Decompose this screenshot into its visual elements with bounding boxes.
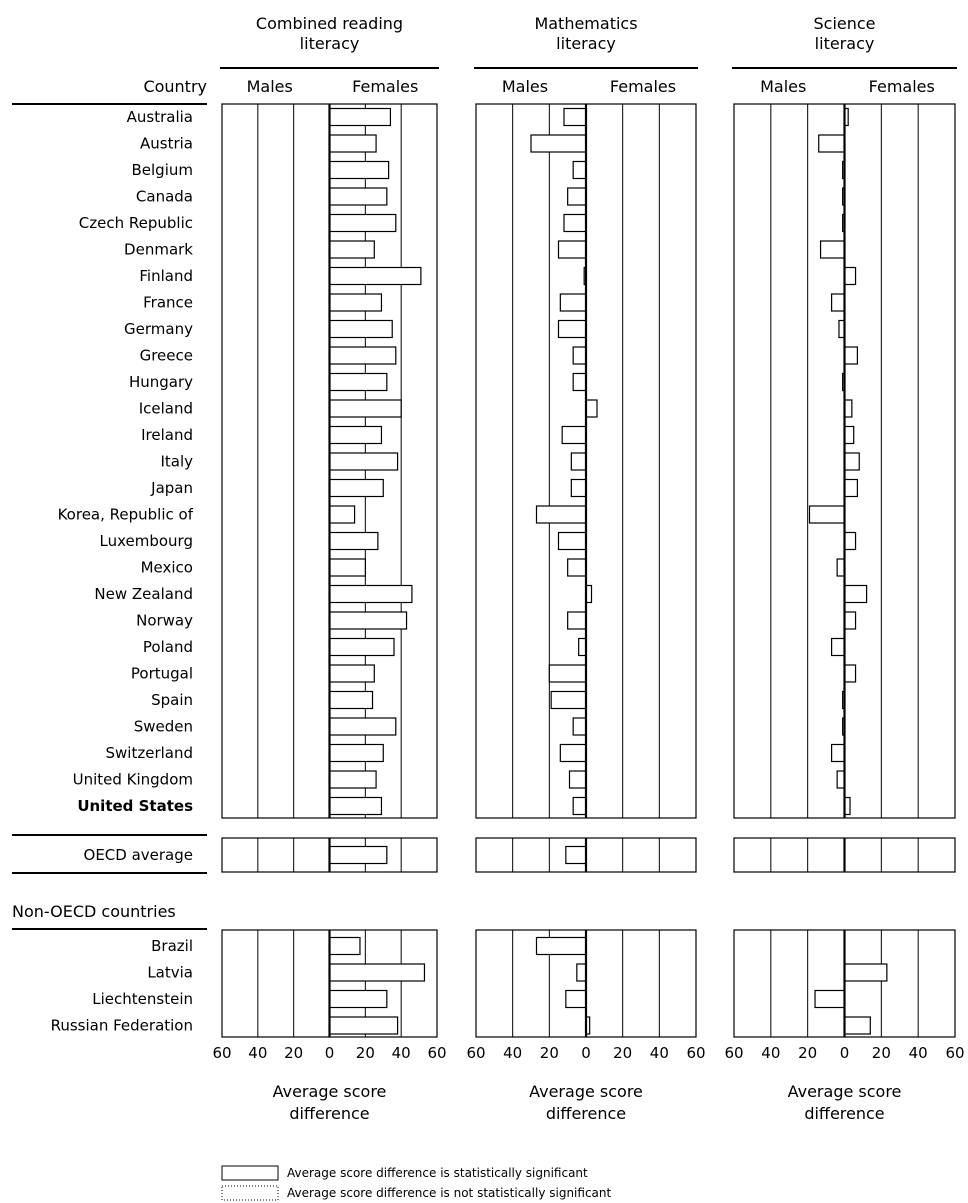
legend-label: Average score difference is statistically significant xyxy=(287,1166,588,1180)
bar xyxy=(559,533,587,550)
x-tick-label: 40 xyxy=(761,1044,781,1062)
bar xyxy=(821,241,845,258)
bar xyxy=(330,427,382,444)
x-axis-label-line: Average score xyxy=(529,1082,643,1101)
bar xyxy=(330,964,425,981)
bar xyxy=(330,586,412,603)
bar xyxy=(845,480,858,497)
bar xyxy=(564,215,586,232)
x-tick-label: 0 xyxy=(581,1044,591,1062)
country-label: Liechtenstein xyxy=(92,990,193,1008)
legend-swatch xyxy=(222,1186,278,1200)
x-tick-label: 60 xyxy=(212,1044,232,1062)
legend-label: Average score difference is not statistically significant xyxy=(287,1186,612,1200)
country-label: United States xyxy=(77,797,193,815)
country-label: Hungary xyxy=(128,373,193,391)
bar xyxy=(330,559,366,576)
country-label: Australia xyxy=(126,108,193,126)
bar xyxy=(537,938,587,955)
x-tick-label: 20 xyxy=(355,1044,375,1062)
x-tick-label: 60 xyxy=(724,1044,744,1062)
bar xyxy=(330,294,382,311)
panel-title-line: Combined reading xyxy=(255,14,404,33)
country-label: Norway xyxy=(136,611,193,630)
bar xyxy=(330,612,407,629)
x-tick-label: 60 xyxy=(945,1044,965,1062)
bar xyxy=(810,506,845,523)
group-heading: Non-OECD countries xyxy=(12,902,176,921)
x-axis-label-line: Average score xyxy=(787,1082,902,1101)
x-tick-label: 40 xyxy=(503,1044,523,1062)
bar xyxy=(330,321,393,338)
bar xyxy=(837,771,844,788)
country-label: Greece xyxy=(139,346,193,365)
x-tick-label: 40 xyxy=(908,1044,928,1062)
bar xyxy=(845,1017,871,1034)
x-tick-label: 40 xyxy=(391,1044,411,1062)
bar xyxy=(571,453,586,470)
bar xyxy=(832,639,845,656)
country-label: Russian Federation xyxy=(50,1016,193,1035)
x-tick-label: 60 xyxy=(466,1044,486,1062)
panel-title-line: literacy xyxy=(814,34,875,53)
bar xyxy=(330,347,396,364)
bar xyxy=(845,453,860,470)
bar xyxy=(845,400,852,417)
x-tick-label: 40 xyxy=(248,1044,268,1062)
bar xyxy=(330,241,375,258)
country-label: Finland xyxy=(139,267,193,285)
bar xyxy=(560,745,586,762)
x-tick-label: 60 xyxy=(686,1044,706,1062)
x-tick-label: 20 xyxy=(613,1044,633,1062)
bar xyxy=(845,347,858,364)
bar xyxy=(330,268,421,285)
country-label: OECD average xyxy=(83,846,193,864)
bar xyxy=(559,241,587,258)
x-tick-label: 60 xyxy=(427,1044,447,1062)
bar xyxy=(815,991,844,1008)
x-tick-label: 20 xyxy=(284,1044,304,1062)
bar xyxy=(537,506,587,523)
bar xyxy=(330,453,398,470)
bar xyxy=(568,612,586,629)
bar xyxy=(330,533,378,550)
x-axis-label-line: difference xyxy=(545,1104,627,1123)
bar xyxy=(330,135,377,152)
bar xyxy=(559,321,587,338)
bar xyxy=(845,964,887,981)
males-header: Males xyxy=(246,77,293,96)
bar xyxy=(568,559,586,576)
country-label: Sweden xyxy=(133,717,193,736)
bar xyxy=(330,991,387,1008)
bar xyxy=(330,109,391,126)
bar xyxy=(330,692,373,709)
bar xyxy=(531,135,586,152)
bar xyxy=(845,665,856,682)
bar xyxy=(330,665,375,682)
bar xyxy=(586,400,597,417)
bar xyxy=(549,665,586,682)
bar xyxy=(566,847,586,864)
panel-title-line: Mathematics xyxy=(534,14,638,33)
females-header: Females xyxy=(609,77,677,96)
bar xyxy=(568,188,586,205)
x-tick-label: 20 xyxy=(798,1044,818,1062)
males-header: Males xyxy=(501,77,549,96)
bar xyxy=(330,771,377,788)
country-label: Japan xyxy=(151,479,193,497)
bar xyxy=(330,400,402,417)
country-label: United Kingdom xyxy=(72,770,193,789)
bar xyxy=(330,506,355,523)
bar xyxy=(560,294,586,311)
panel-title-line: literacy xyxy=(556,34,616,53)
country-label: Spain xyxy=(151,691,193,709)
x-axis-label-line: difference xyxy=(804,1104,885,1123)
bar xyxy=(330,480,384,497)
females-header: Females xyxy=(352,77,419,96)
country-header: Country xyxy=(143,77,207,96)
country-label: New Zealand xyxy=(94,585,193,603)
legend-swatch xyxy=(222,1166,278,1180)
bar xyxy=(573,798,586,815)
country-label: Ireland xyxy=(141,426,193,444)
bar xyxy=(330,215,396,232)
country-label: Germany xyxy=(124,320,193,338)
country-label: Portugal xyxy=(130,664,193,683)
country-label: Belgium xyxy=(131,161,193,179)
bar xyxy=(330,745,384,762)
country-label: Latvia xyxy=(147,963,193,982)
bar xyxy=(330,639,395,656)
bar xyxy=(570,771,587,788)
bar xyxy=(577,964,586,981)
bar xyxy=(573,718,586,735)
panel-title-line: Science xyxy=(813,14,876,33)
females-header: Females xyxy=(868,77,935,96)
males-header: Males xyxy=(760,77,807,96)
x-tick-label: 20 xyxy=(539,1044,559,1062)
bar xyxy=(845,612,856,629)
bar xyxy=(573,347,586,364)
bar xyxy=(330,718,396,735)
country-label: Korea, Republic of xyxy=(57,505,193,524)
bar xyxy=(564,109,586,126)
bar xyxy=(562,427,586,444)
bar xyxy=(845,586,867,603)
bar xyxy=(330,798,382,815)
bar xyxy=(837,559,844,576)
bar xyxy=(832,294,845,311)
x-tick-label: 0 xyxy=(324,1044,335,1062)
bar xyxy=(330,162,389,179)
country-label: Iceland xyxy=(138,399,193,418)
country-label: Denmark xyxy=(124,240,193,259)
bar xyxy=(573,374,586,391)
bar xyxy=(330,847,387,864)
bar xyxy=(551,692,586,709)
bar xyxy=(566,991,586,1008)
x-tick-label: 0 xyxy=(839,1044,850,1062)
country-label: Mexico xyxy=(140,558,193,577)
bar xyxy=(573,162,586,179)
bar xyxy=(330,1017,398,1034)
country-label: Brazil xyxy=(151,937,193,955)
bar xyxy=(845,533,856,550)
bar xyxy=(845,427,854,444)
country-label: Poland xyxy=(142,638,193,656)
country-label: France xyxy=(143,293,193,312)
bar xyxy=(832,745,845,762)
bar xyxy=(571,480,586,497)
x-axis-label-line: difference xyxy=(289,1104,370,1123)
country-label: Canada xyxy=(135,187,193,206)
bar xyxy=(819,135,845,152)
x-tick-label: 40 xyxy=(649,1044,669,1062)
bar xyxy=(330,938,360,955)
x-tick-label: 20 xyxy=(871,1044,891,1062)
country-label: Italy xyxy=(160,452,193,471)
bar xyxy=(845,268,856,285)
bar xyxy=(330,374,387,391)
x-axis-label-line: Average score xyxy=(272,1082,387,1101)
bar xyxy=(330,188,387,205)
country-label: Luxembourg xyxy=(99,532,193,550)
country-label: Switzerland xyxy=(105,744,193,762)
country-label: Czech Republic xyxy=(78,214,193,232)
panel-title-line: literacy xyxy=(299,34,360,53)
country-label: Austria xyxy=(140,134,193,153)
